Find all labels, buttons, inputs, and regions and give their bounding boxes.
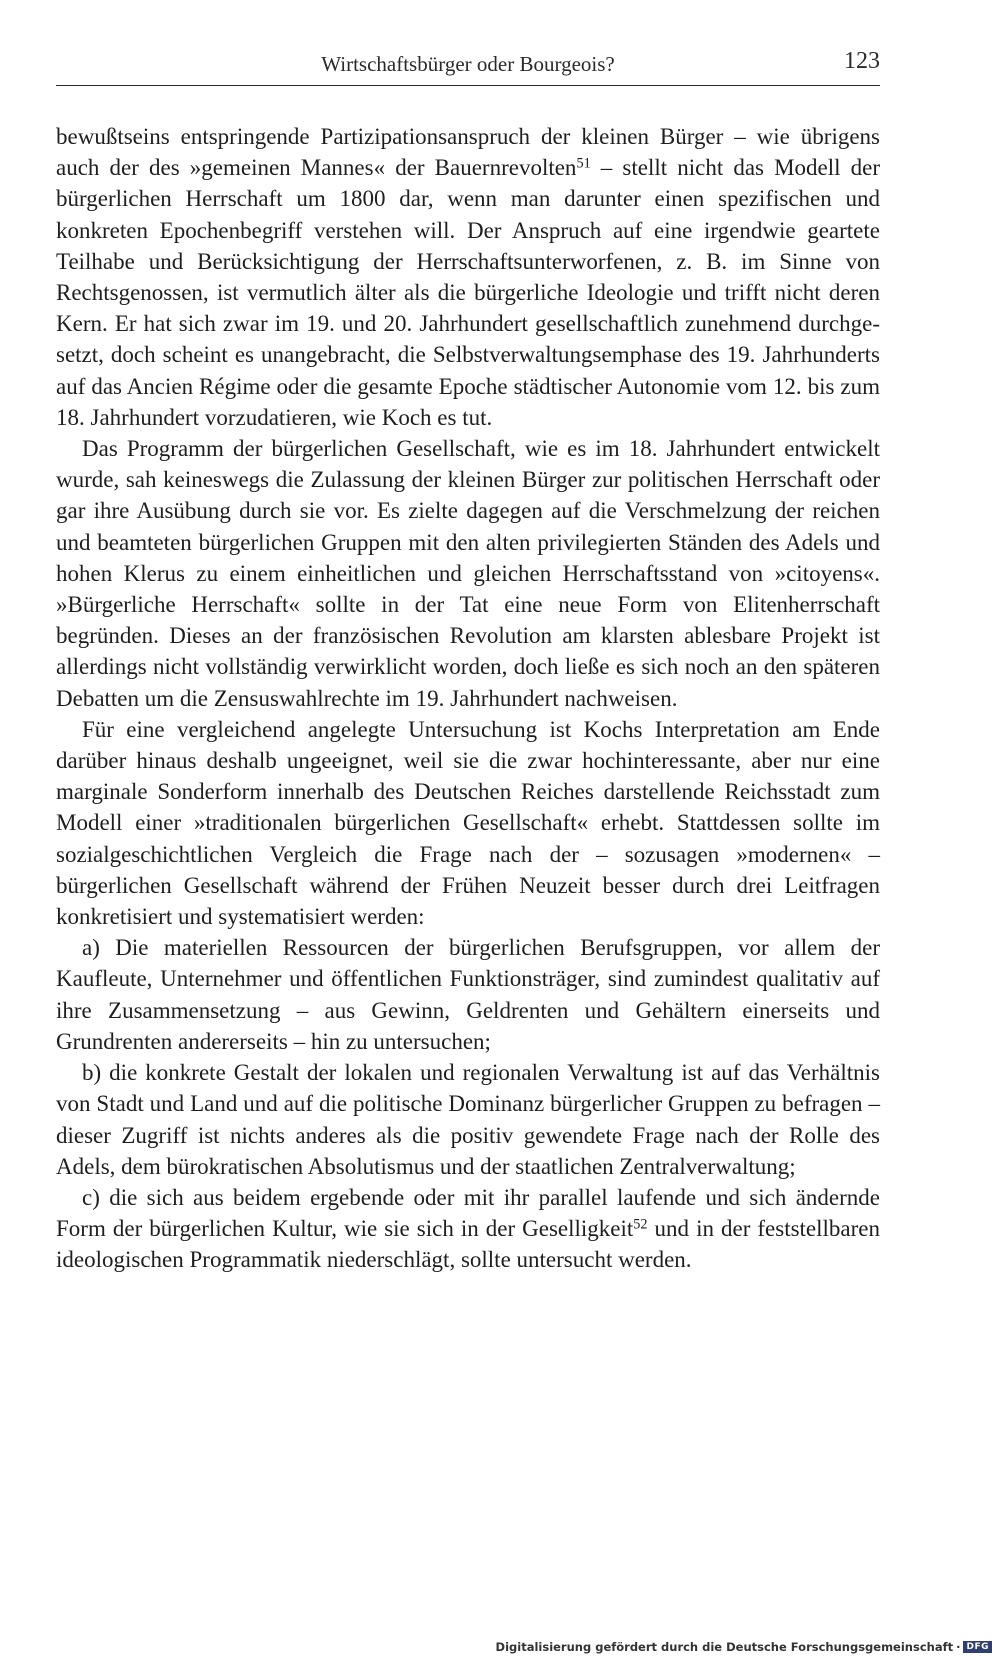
running-head-title: Wirtschaftsbürger oder Bourgeois? xyxy=(321,52,615,76)
paragraph-text: b) die konkrete Gestalt der lokalen und regionalen Verwaltung ist auf das Verhältnis von Stadt und Land und auf die politische Dominanz bürgerlicher Gruppen zu befragen – dieser Zugriff ist nichts anderes als die positiv gewendete Frage nach der Rolle des Adels, dem bürokratischen Absolutismus und der staatlichen Zentralverwaltung; xyxy=(56,1060,880,1179)
dfg-logo: DFG xyxy=(963,1641,992,1653)
paragraph xyxy=(56,1182,880,1276)
footnote-marker: 52 xyxy=(633,1216,648,1233)
paragraph-text: – stellt nicht das Modell der bürgerlichen Herrschaft um 1800 dar, wenn man darunter einen spezifischen und konkreten Epochenbegriff verstehen will. Der Anspruch auf eine irgendwie geartete Teilhabe und Berücksichtigung der Herrschaftsunterworfenen, z. B. im Sinne von Rechtsgenossen, ist vermutlich älter als die bürgerliche Ideologie und trifft nicht deren Kern. Er hat sich zwar im 19. und 20. Jahrhundert gesellschaftlich zunehmend durchgesetzt, doch scheint es unangebracht, die Selbstverwaltungsemphase des 19. Jahrhunderts auf das Ancien Régime oder die gesamte Epoche städtischer Autonomie vom 12. bis zum 18. Jahrhundert vorzudatieren, wie Koch es tut. xyxy=(56,155,880,430)
paragraph-text: Für eine vergleichend angelegte Untersuchung ist Kochs Interpretation am Ende darüber hinaus deshalb ungeeignet, weil sie die zwar hochinteressante, aber nur eine marginale Sonderform innerhalb des Deutschen Reiches darstellende Reichsstadt zum Modell einer »traditionalen bürgerlichen Gesellschaft« erhebt. Stattdessen sollte im sozialgeschichtlichen Vergleich die Frage nach der – sozusagen »modernen« – bürgerlichen Gesellschaft während der Frühen Neuzeit besser durch drei Leitfragen konkretisiert und systematisiert werden: xyxy=(56,716,880,930)
paragraph-text: a) Die materiellen Ressourcen der bürgerlichen Berufsgruppen, vor allem der Kaufleute, Unternehmer und öffentlichen Funktionsträger, sind zumindest qualitativ auf ihre Zusammensetzung – aus Gewinn, Geldrenten und Gehältern einerseits und Grundrenten andererseits – hin zu untersuchen; xyxy=(56,935,880,1054)
paragraph-text: Das Programm der bürgerlichen Gesellschaft, wie es im 18. Jahrhundert entwickelt wurde, sah keineswegs die Zulassung der kleinen Bürger zur politischen Herrschaft oder gar ihre Ausübung durch sie vor. Es zielte dagegen auf die Verschmelzung der reichen und beamteten bürgerlichen Gruppen mit den alten privilegierten Ständen des Adels und hohen Klerus zu einem einheitlichen und gleichen Herrschaftsstand von »citoyens«. »Bürgerliche Herrschaft« sollte in der Tat eine neue Form von Elitenherrschaft begründen. Dieses an der französischen Revolution am klarsten ablesbare Projekt ist allerdings nicht vollständig verwirklicht worden, doch ließe es sich noch an den späteren Debatten um die Zensuswahlrechte im 19. Jahrhundert nachweisen. xyxy=(56,436,880,711)
paragraph xyxy=(56,433,880,714)
page-number: 123 xyxy=(844,48,880,74)
footnote-marker: 51 xyxy=(576,155,591,172)
body-text xyxy=(56,121,880,1276)
paragraph xyxy=(56,714,880,932)
paragraph xyxy=(56,932,880,1057)
paragraph-text: und in der feststellbaren ideologischen Programmatik niederschlägt, sollte untersucht werden. xyxy=(56,1216,880,1273)
header-rule xyxy=(56,85,880,86)
paragraph xyxy=(56,121,880,433)
digitization-credit xyxy=(496,1640,992,1654)
paragraph xyxy=(56,1057,880,1182)
credit-text: Digitalisierung gefördert durch die Deutsche Forschungsgemeinschaft xyxy=(495,1640,954,1654)
paragraph-text: bewußtseins entspringende Partizipationsanspruch der kleinen Bürger – wie übrigens auch der des »gemeinen Mannes« der Bauernrevolten xyxy=(56,124,880,181)
credit-separator: · xyxy=(956,1640,961,1654)
paragraph-text: c) die sich aus beidem ergebende oder mit ihr parallel laufende und sich ändernde Form der bürgerlichen Kultur, wie sie sich in der Geselligkeit xyxy=(56,1184,880,1242)
running-header xyxy=(56,46,880,86)
